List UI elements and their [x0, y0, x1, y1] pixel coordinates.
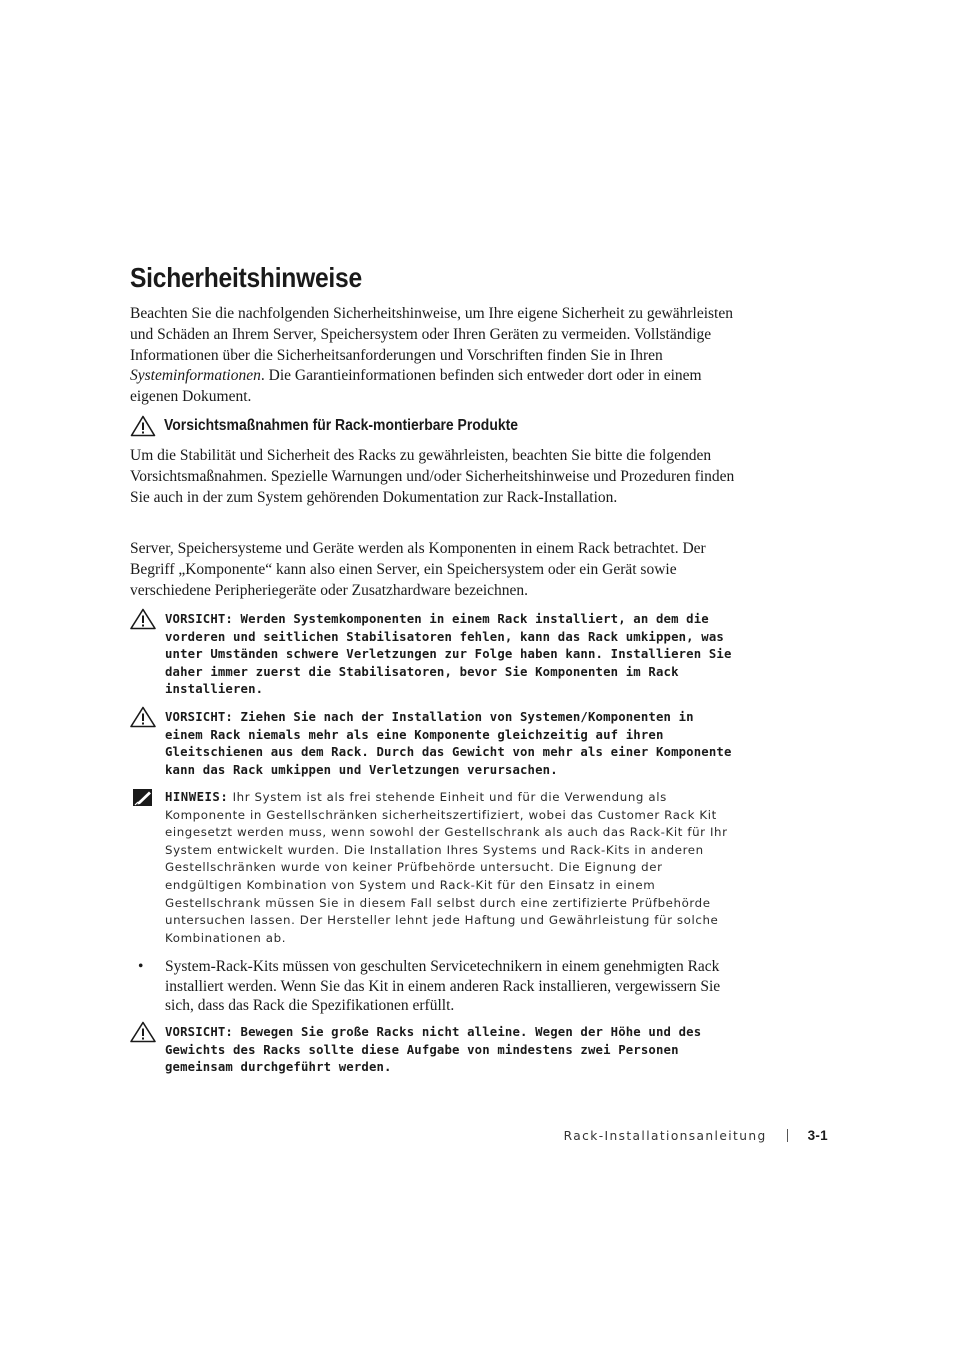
section-paragraph-2: Server, Speichersysteme und Geräte werden als Komponenten in einem Rack betrachtet. Der Begriff „Komponente“ kann also einen Server, ein Speichersystem oder ein Gerät sowie verschiedene Peripheriegeräte oder Zusatzhardware bezeichnen.	[130, 540, 706, 599]
note-notice	[165, 789, 737, 947]
intro-paragraph	[130, 304, 736, 408]
note-label: HINWEIS:	[165, 790, 229, 804]
bullet-symbol: •	[138, 958, 144, 975]
section-paragraph-1: Um die Stabilität und Sicherheit des Racks zu gewährleisten, beachten Sie bitte die folgenden Vorsichtsmaßnahmen. Spezielle Warnungen und/oder Sicherheitshinweise und Prozeduren finden Sie auch in der zum System gehörenden Dokumentation zur Rack-Installation.	[130, 447, 735, 506]
warning-triangle-icon	[129, 1021, 157, 1043]
page-number: 3-1	[807, 1128, 828, 1143]
warning-triangle-icon	[129, 608, 157, 630]
pencil-note-icon	[129, 787, 157, 809]
footer-divider	[787, 1129, 788, 1142]
warning-triangle-icon	[130, 415, 156, 437]
intro-emphasis: Systeminformationen	[130, 367, 261, 385]
caution-notice: VORSICHT: Bewegen Sie große Racks nicht alleine. Wegen der Höhe und des Gewichts des Racks sollte diese Aufgabe von mindestens zwei Personen gemeinsam durchgeführt werden.	[165, 1025, 702, 1075]
footer-doc-title: Rack-Installationsanleitung	[563, 1128, 767, 1143]
page-title: Sicherheitshinweise	[130, 262, 362, 293]
section-heading	[130, 414, 557, 438]
intro-text-end: . Die Garantieinformationen befinden sich entweder dort oder in einem eigenen Dokument.	[130, 367, 702, 406]
caution-notice: VORSICHT: Ziehen Sie nach der Installation von Systemen/Komponenten in einem Rack niemals mehr als eine Komponente gleichzeitig auf ihren Gleitschienen aus dem Rack. Durch das Gewicht von mehr als einer Komponente kann das Rack umkippen und Verletzungen verursachen.	[165, 710, 732, 777]
caution-notice: VORSICHT: Werden Systemkomponenten in einem Rack installiert, an dem die vorderen und seitlichen Stabilisatoren fehlen, kann das Rack umkippen, was unter Umständen schwere Verletzungen zur Folge haben kann. Installieren Sie daher immer zuerst die Stabilisatoren, bevor Sie Komponenten im Rack installieren.	[165, 612, 732, 697]
warning-triangle-icon	[129, 706, 157, 728]
list-item-text: System-Rack-Kits müssen von geschulten Servicetechnikern in einem genehmigten Rack installiert werden. Wenn Sie das Kit in einem anderen Rack installieren, vergewissern Sie sich, dass das Rack die Spezifikationen erfüllt.	[165, 958, 721, 1014]
note-text: Ihr System ist als frei stehende Einheit und für die Verwendung als Komponente in Gestellschränken sicherheitszertifiziert, wobei das Customer Rack Kit eingesetzt werden muss, wenn sowohl der Gestellschrank als auch das Rack-Kit für Ihr System entwickelt wurden. Die Installation Ihres Systems und Rack-Kits in anderen Gestellschränken wurde von keiner Prüfbehörde untersucht. Die Eignung der endgültigen Kombination von System und Rack-Kit für den Einsatz in einem Gestellschrank müssen Sie in diesem Fall selbst durch eine zertifizierte Prüfbehörde untersuchen lassen. Der Hersteller lehnt jede Haftung und Gewährleistung für solche Kombinationen ab.	[165, 790, 728, 945]
intro-text-start: Beachten Sie die nachfolgenden Sicherheitshinweise, um Ihre eigene Sicherheit zu gewährleisten und Schäden an Ihrem Server, Speichersystem oder Ihren Geräten zu vermeiden. Vollständige Informationen über die Sicherheitsanforderungen und Vorschriften finden Sie in Ihren	[130, 305, 733, 364]
section-heading-text: Vorsichtsmaßnahmen für Rack-montierbare Produkte	[164, 417, 519, 434]
page-footer	[564, 1128, 828, 1143]
